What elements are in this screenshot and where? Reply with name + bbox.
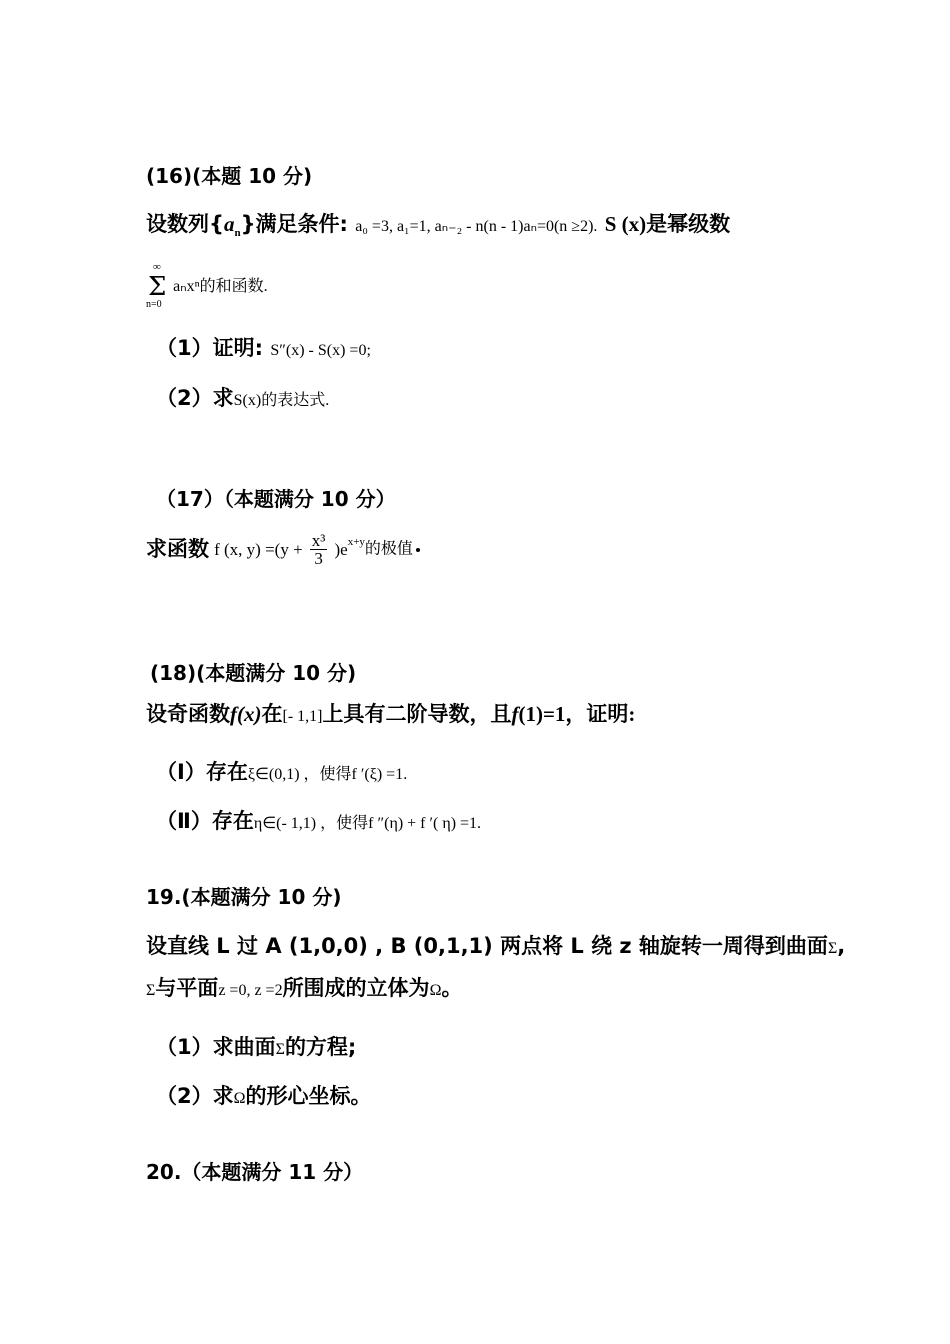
q17-prefix: 求函数 — [146, 537, 209, 561]
q16-part2 — [156, 388, 329, 409]
q18-part2-label: （Ⅱ）存在 — [156, 809, 254, 833]
q17-func-right: )e — [334, 540, 348, 559]
q16-intro-prefix: 设数列{ — [146, 212, 224, 236]
q19-part1 — [156, 1037, 356, 1058]
q16-intro-mid: }满足条件: — [240, 212, 348, 236]
q16-part1-label: （1）证明: — [156, 336, 264, 360]
q18-intro-f1: f — [511, 702, 519, 726]
q16-series — [146, 262, 268, 312]
q19-line2-math: z =0, z =2 — [218, 982, 283, 999]
q19-part1-label: （1）求曲面 — [156, 1035, 276, 1059]
q17-title: （17）（本题满分 10 分） — [156, 487, 396, 511]
q19-part2 — [156, 1086, 372, 1107]
q17-frac-den: 3 — [314, 549, 323, 568]
q17-frac-num: x³ — [311, 531, 326, 550]
q16-part2-suffix: 的表达式. — [261, 392, 330, 409]
q16-sum-term: aₙxⁿ — [173, 278, 200, 295]
q19-part2-omega: Ω — [233, 1090, 246, 1107]
q18-part1 — [156, 762, 407, 783]
q19-sigma: Σ — [827, 940, 838, 957]
q19-line2-a: 与平面 — [155, 976, 219, 1000]
q18-intro-b: 在 — [261, 702, 283, 726]
q18-interval: [- 1,1] — [282, 708, 323, 725]
q16-part2-label: （2）求 — [156, 386, 234, 410]
q18-intro-f: f(x) — [230, 702, 262, 726]
q19-part1-sigma: Σ — [275, 1041, 285, 1058]
q16-sum-suffix: 的和函数. — [199, 278, 268, 295]
q19-sigma-2: Σ — [146, 982, 156, 999]
q18-intro — [146, 704, 635, 725]
q16-title: (16)(本题 10 分) — [146, 164, 313, 188]
q19-line2-b: 所围成的立体为 — [282, 976, 430, 1000]
q16-conditions: a₀ =3, a₁=1, aₙ₋₂ - n(n - 1)aₙ=0(n ≥2). — [355, 218, 598, 235]
q18-title: (18)(本题满分 10 分) — [150, 661, 357, 685]
q18-intro-c: 上具有二阶导数，且 — [322, 702, 512, 726]
q16-part2-math: S(x) — [233, 392, 262, 409]
q19-part1-suffix: 的方程; — [284, 1035, 357, 1059]
q19-omega: Ω — [429, 982, 442, 999]
sigma-glyph: Σ — [148, 272, 167, 302]
sum-upper-limit: ∞ — [153, 261, 161, 273]
q18-intro-a: 设奇函数 — [146, 702, 230, 726]
q16-s-suffix: 是幂级数 — [646, 212, 731, 236]
q16-intro — [146, 212, 731, 240]
q19-part2-suffix: 的形心坐标。 — [245, 1084, 372, 1108]
q16-intro-n: n — [234, 227, 241, 240]
q20-title: 20.（本题满分 11 分） — [146, 1160, 364, 1184]
q19-line2 — [146, 978, 462, 999]
q16-part1-math: S″(x) - S(x) =0; — [270, 342, 371, 359]
q18-part1-math: ξ∈(0,1) ，使得f ′(ξ) =1. — [247, 766, 408, 783]
q19-part2-label: （2）求 — [156, 1084, 234, 1108]
q19-comma: , — [837, 934, 846, 958]
q16-intro-an: a — [223, 212, 235, 236]
q17-fraction — [310, 532, 328, 567]
q17-body — [146, 532, 420, 567]
bullet-dot — [416, 548, 420, 552]
q16-part1 — [156, 338, 371, 359]
q18-part1-label: （I）存在 — [156, 760, 248, 784]
q17-func-left: f (x, y) =(y + — [214, 540, 303, 559]
q19-title: 19.(本题满分 10 分) — [146, 885, 342, 909]
q16-s-label: S (x) — [604, 212, 647, 236]
q18-part2 — [156, 811, 481, 832]
summation-symbol — [146, 262, 168, 312]
q19-period: 。 — [441, 976, 463, 1000]
q18-part2-math: η∈(- 1,1) ，使得f ″(η) + f ′( η) =1. — [253, 815, 482, 832]
q19-line1 — [146, 936, 845, 957]
q18-intro-d: (1)=1，证明: — [518, 702, 636, 726]
q19-line1-text: 设直线 L 过 A (1,0,0) , B (0,1,1) 两点将 L 绕 z 轴旋转一周得到曲面 — [146, 934, 828, 958]
q17-suffix: 的极值 — [364, 540, 413, 558]
sum-lower-limit: n=0 — [146, 299, 162, 310]
q17-exp: x+y — [347, 535, 365, 548]
